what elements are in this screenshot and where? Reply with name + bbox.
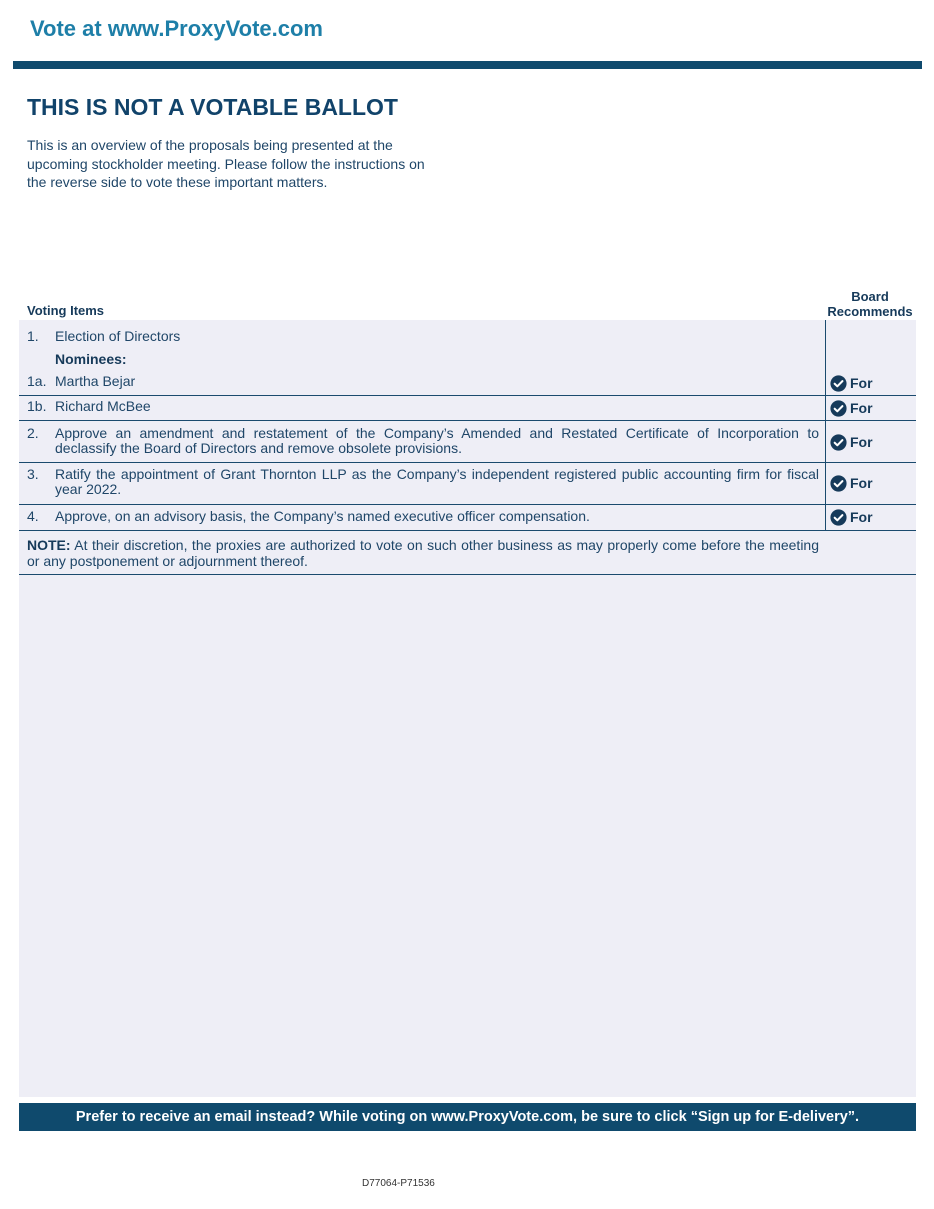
e-delivery-banner-text: Prefer to receive an email instead? While voting on www.ProxyVote.com, be sure to click “Sign up for E-delivery”. [75,1109,860,1125]
row-divider [19,462,916,463]
note-text [27,537,819,569]
item-text: Approve, on an advisory basis, the Company’s named executive officer compensation. [55,508,590,524]
nominees-heading: Nominees: [55,351,127,367]
document-code: D77064-P71536 [362,1178,435,1189]
intro-text [27,136,467,192]
voting-item-3 [27,467,819,497]
intro-line: This is an overview of the proposals being presented at the [27,137,393,153]
voting-item-2 [27,426,819,456]
item-text: Election of Directors [55,328,181,344]
recommendation-2 [830,433,873,451]
check-circle-icon [830,375,847,392]
nominees-label [27,352,819,367]
item-text: Richard McBee [55,398,151,414]
check-circle-icon [830,400,847,417]
note-label: NOTE: [27,537,71,553]
note-divider [19,574,916,575]
voting-item-1 [27,329,819,344]
item-text: Ratify the appointment of Grant Thornton LLP as the Company’s independent registered public accounting firm for fiscal year 2022. [55,466,819,497]
item-number: 2. [27,425,39,441]
column-header-board-line2: Recommends [827,303,913,319]
note-body: At their discretion, the proxies are authorized to vote on such other business as may properly come before the meeting or any postponement or adjournment thereof. [27,537,819,569]
recommendation-1b [830,399,873,417]
header-divider [13,61,922,69]
intro-line: upcoming stockholder meeting. Please follow the instructions on [27,155,425,172]
recommendation-label: For [850,509,873,525]
check-circle-icon [830,509,847,526]
column-header-voting-items: Voting Items [27,303,105,318]
voting-item-1b [27,399,819,414]
row-divider [19,530,916,531]
header-title[interactable]: Vote at www.ProxyVote.com [30,16,323,41]
voting-item-1a [27,374,819,389]
column-header-board-line1: Board [851,289,889,304]
column-header-board-recommends [824,290,916,319]
row-divider [19,504,916,505]
recommendation-4 [830,508,873,526]
voting-item-4 [27,509,819,524]
recommendation-label: For [850,475,873,491]
recommendation-3 [830,474,873,492]
recommendation-label: For [850,375,873,391]
ballot-heading: THIS IS NOT A VOTABLE BALLOT [27,94,398,120]
recommendation-1a [830,374,873,392]
recommend-column-divider [825,320,826,530]
item-number: 3. [27,466,39,482]
recommendation-label: For [850,434,873,450]
item-number: 1. [27,328,39,344]
recommendation-label: For [850,400,873,416]
item-number: 4. [27,508,39,524]
e-delivery-banner [19,1103,916,1131]
item-number: 1a. [27,373,47,389]
row-divider [19,420,916,421]
row-divider [19,395,916,396]
check-circle-icon [830,475,847,492]
check-circle-icon [830,434,847,451]
intro-line: the reverse side to vote these important matters. [27,174,328,190]
item-text: Martha Bejar [55,373,136,389]
item-text: Approve an amendment and restatement of the Company’s Amended and Restated Certificate of Incorporation to declassify the Board of Directors and remove obsolete provisions. [55,425,819,456]
item-number: 1b. [27,398,47,414]
